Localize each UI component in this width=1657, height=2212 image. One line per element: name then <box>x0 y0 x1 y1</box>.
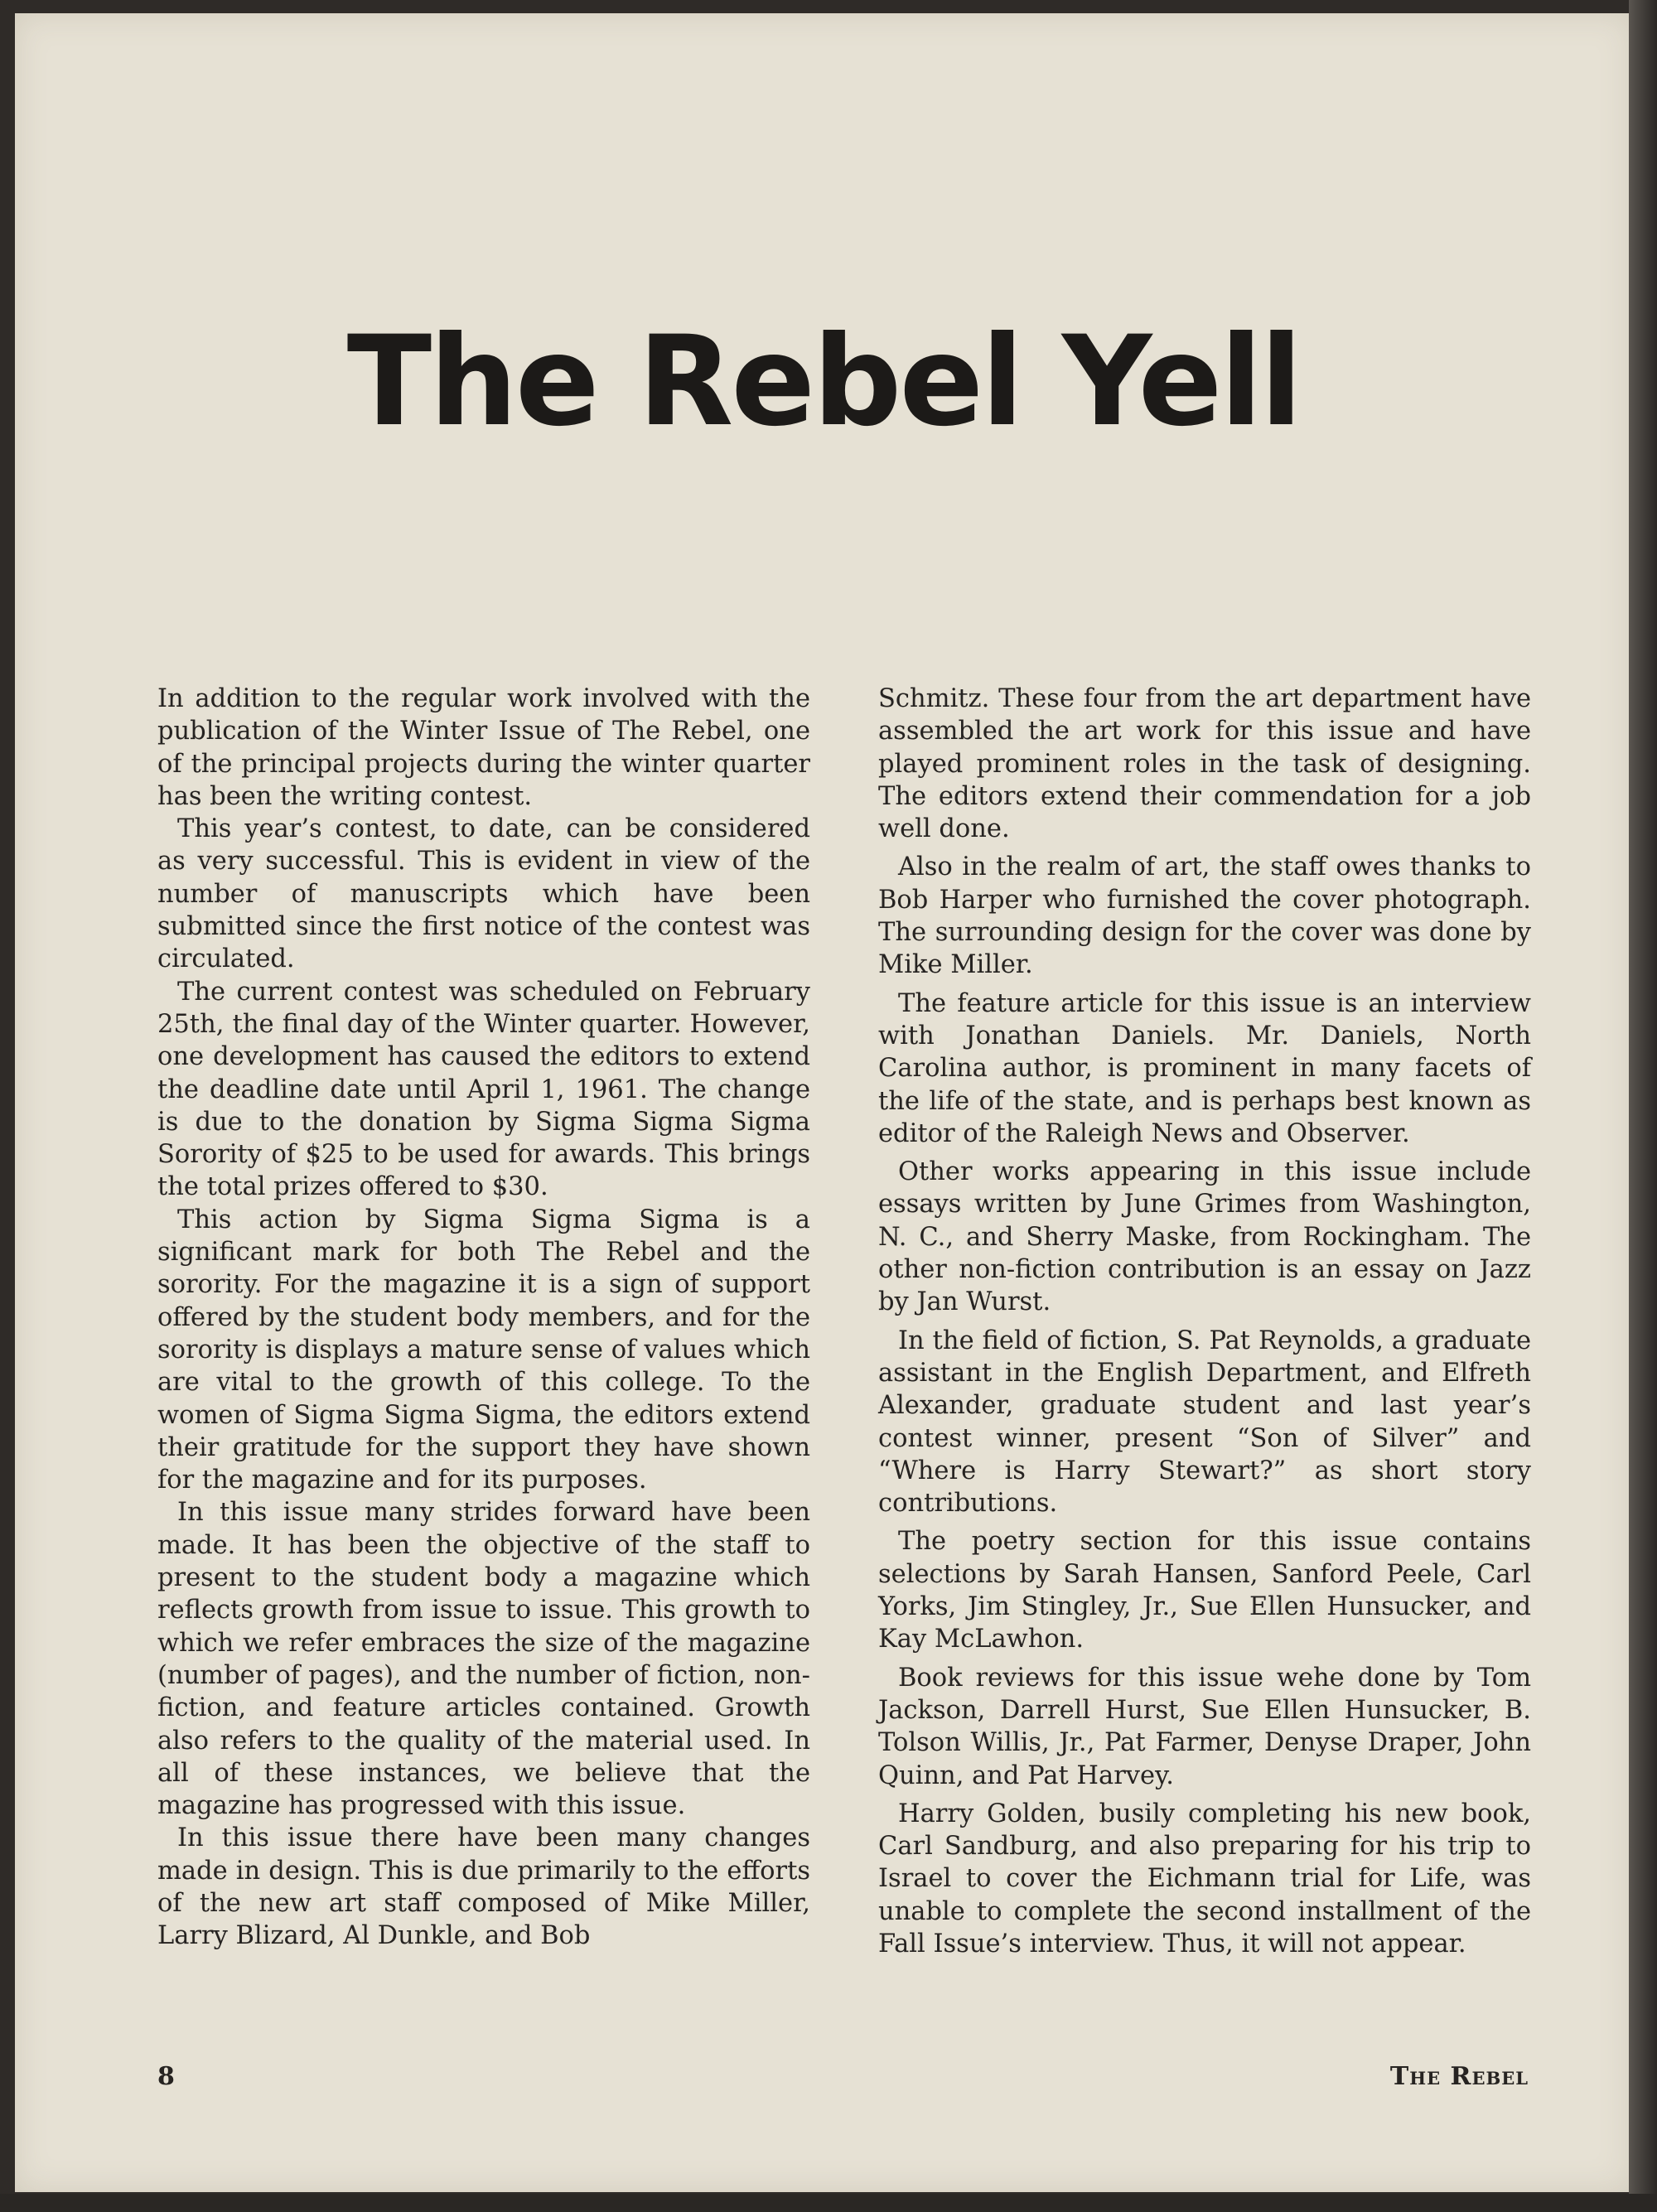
paragraph: The feature article for this issue is an interview with Jonathan Daniels. Mr. Daniels, North Carolina author, is prominent in many facets of the life of the state, and is perhaps best known as editor of the Raleigh News and Observer. <box>878 988 1531 1148</box>
paragraph: This action by Sigma Sigma Sigma is a significant mark for both The Rebel and the sorority. For the magazine it is a sign of support offered by the student body members, and for the sorority is displays a mature sense of values which are vital to the growth of this college. To the women of Sigma Sigma Sigma, the editors extend their gratitude for the support they have shown for the magazine and for its purposes. <box>157 1205 810 1495</box>
right-column <box>878 683 1531 1966</box>
page-title: The Rebel Yell <box>346 310 1301 454</box>
paragraph: In this issue there have been many changes made in design. This is due primarily to the efforts of the new art staff composed of Mike Miller, Larry Blizard, Al Dunkle, and Bob <box>157 1823 810 1951</box>
scan-edge-bottom <box>0 2194 1657 2212</box>
left-column <box>157 683 810 1953</box>
magazine-page <box>15 13 1632 2192</box>
paragraph: Book reviews for this issue wehe done by Tom Jackson, Darrell Hurst, Sue Ellen Hunsucker, B. Tolson Willis, Jr., Pat Farmer, Denyse Draper, John Quinn, and Pat Harvey. <box>878 1663 1531 1790</box>
paragraph: In this issue many strides forward have been made. It has been the objective of the staff to present to the student body a magazine which reflects growth from issue to issue. This growth to which we refer embraces the size of the magazine (number of pages), and the number of fiction, non-fiction, and feature articles contained. Growth also refers to the quality of the material used. In all of these instances, we believe that the magazine has progressed with this issue. <box>157 1498 810 1821</box>
page-number: 8 <box>157 2062 175 2091</box>
paragraph: Also in the realm of art, the staff owes thanks to Bob Harper who furnished the cover photograph. The surrounding design for the cover was done by Mike Miller. <box>878 852 1531 980</box>
running-footer: The Rebel <box>1389 2062 1529 2091</box>
paragraph: In addition to the regular work involved with the publication of the Winter Issue of The Rebel, one of the principal projects during the winter quarter has been the writing contest. <box>157 684 810 811</box>
paragraph: In the field of fiction, S. Pat Reynolds, a graduate assistant in the English Department, and Elfreth Alexander, graduate student and last year’s contest winner, present “Son of Silver” and “Where is Harry Stewart?” as short story contributions. <box>878 1326 1531 1519</box>
paragraph: Other works appearing in this issue include essays written by June Grimes from Washington, N. C., and Sherry Maske, from Rockingham. The other non-fiction contribution is an essay on Jazz by Jan Wurst. <box>878 1157 1531 1317</box>
paragraph: The current contest was scheduled on February 25th, the final day of the Winter quarter. However, one development has caused the editors to extend the deadline date until April 1, 1961. The change is due to the donation by Sigma Sigma Sigma Sorority of $25 to be used for awards. This brings the total prizes offered to $30. <box>157 977 810 1202</box>
scan-edge-right <box>1629 0 1657 2212</box>
paragraph: Harry Golden, busily completing his new book, Carl Sandburg, and also preparing for his trip to Israel to cover the Eichmann trial for Life, was unable to complete the second installment of the Fall Issue’s interview. Thus, it will not appear. <box>878 1799 1531 1958</box>
paragraph: This year’s contest, to date, can be considered as very successful. This is evident in view of the number of manuscripts which have been submitted since the first notice of the contest was circulated. <box>157 814 810 974</box>
paragraph: Schmitz. These four from the art department have assembled the art work for this issue and have played prominent roles in the task of designing. The editors extend their commendation for a job well done. <box>878 684 1531 844</box>
paragraph: The poetry section for this issue contains selections by Sarah Hansen, Sanford Peele, Carl Yorks, Jim Stingley, Jr., Sue Ellen Hunsucker, and Kay McLawhon. <box>878 1527 1531 1654</box>
